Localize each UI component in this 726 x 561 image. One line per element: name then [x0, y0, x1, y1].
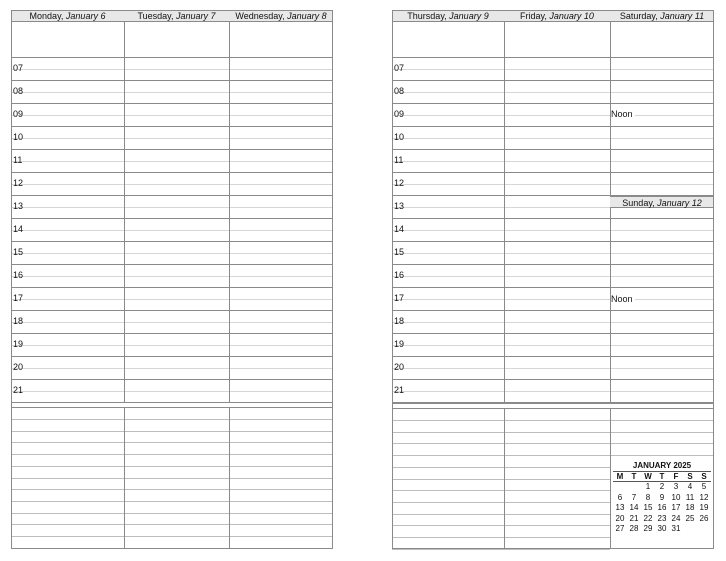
sunday-noon-label: Noon [611, 294, 633, 304]
hour-label: 14 [13, 224, 24, 234]
hour-label: 09 [13, 109, 24, 119]
mini-calendar-day: 15 [643, 503, 653, 512]
hour-label: 08 [394, 86, 405, 96]
mini-calendar-day: 23 [657, 513, 667, 523]
mini-calendar-day: 29 [643, 524, 653, 533]
mini-calendar-day: 12 [699, 492, 709, 502]
hour-label: 16 [13, 270, 24, 280]
mini-calendar-day: 24 [671, 513, 681, 523]
mini-calendar-weekday: F [673, 472, 679, 481]
mini-calendar-day: 11 [685, 492, 695, 502]
hour-label: 15 [13, 247, 24, 257]
hour-label: 16 [394, 270, 405, 280]
mini-calendar-day: 31 [671, 524, 681, 533]
mini-calendar-title: JANUARY 2025 [632, 461, 692, 470]
hour-label: 15 [394, 247, 405, 257]
day-header-sunday: Sunday, January 12 [610, 196, 714, 208]
mini-calendar-day: 7 [631, 492, 637, 502]
mini-calendar-day: 25 [685, 513, 695, 523]
mini-calendar-day: 8 [645, 492, 651, 502]
day-header-tuesday: Tuesday, January 7 [124, 10, 229, 22]
mini-calendar-day: 21 [629, 513, 639, 523]
hour-label: 10 [394, 132, 405, 142]
mini-calendar-week [613, 524, 711, 535]
mini-calendar-day: 1 [645, 482, 651, 491]
hour-label: 11 [13, 155, 23, 165]
day-header-friday: Friday, January 10 [504, 10, 610, 22]
day-header-thursday: Thursday, January 9 [392, 10, 504, 22]
mini-calendar-week [613, 514, 711, 525]
mini-calendar-day: 19 [699, 503, 709, 512]
hour-label: 20 [13, 362, 24, 372]
mini-calendar-weeks [613, 482, 711, 535]
day-header-monday: Monday, January 6 [11, 10, 124, 22]
mini-calendar-day: 30 [657, 524, 667, 533]
mini-calendar-day: 13 [615, 503, 625, 512]
mini-calendar-day [627, 482, 641, 493]
hour-label: 07 [13, 63, 24, 73]
hour-label: 20 [394, 362, 405, 372]
hour-label: 19 [394, 339, 405, 349]
mini-calendar-day: 22 [643, 513, 653, 523]
mini-calendar-weekday: T [631, 472, 637, 481]
hour-label: 21 [13, 385, 24, 395]
mini-calendar-day: 5 [701, 482, 707, 491]
saturday-noon-label: Noon [611, 109, 633, 119]
mini-calendar [613, 461, 711, 535]
hour-label: 09 [394, 109, 405, 119]
mini-calendar-week [613, 503, 711, 514]
day-header-saturday: Saturday, January 11 [610, 10, 714, 22]
mini-calendar-day: 16 [657, 503, 667, 512]
mini-calendar-week [613, 482, 711, 493]
left-hour-labels [11, 10, 333, 549]
hour-label: 14 [394, 224, 405, 234]
mini-calendar-weekday: W [644, 472, 652, 481]
mini-calendar-weekday: S [701, 472, 707, 481]
hour-label: 08 [13, 86, 24, 96]
hour-label: 10 [13, 132, 24, 142]
mini-calendar-day: 10 [671, 492, 681, 502]
left-page [11, 10, 333, 549]
mini-calendar-day: 3 [673, 482, 679, 491]
hour-label: 12 [394, 178, 405, 188]
mini-calendar-day [613, 482, 627, 493]
hour-label: 21 [394, 385, 405, 395]
hour-label: 11 [394, 155, 404, 165]
mini-calendar-week [613, 493, 711, 504]
mini-calendar-weekday: T [659, 472, 665, 481]
mini-calendar-day: 27 [615, 524, 625, 533]
hour-label: 07 [394, 63, 405, 73]
hour-label: 18 [394, 316, 405, 326]
hour-label: 17 [394, 293, 405, 303]
hour-label: 17 [13, 293, 24, 303]
right-page [392, 10, 714, 549]
hour-label: 13 [394, 201, 405, 211]
mini-calendar-day: 26 [699, 513, 709, 523]
mini-calendar-day [683, 524, 697, 535]
mini-calendar-day: 20 [615, 513, 625, 523]
mini-calendar-day: 17 [671, 503, 681, 512]
mini-calendar-day: 4 [687, 482, 693, 491]
mini-calendar-weekday: S [687, 472, 693, 481]
mini-calendar-day: 18 [685, 503, 695, 512]
mini-calendar-day: 9 [659, 492, 665, 502]
hour-label: 18 [13, 316, 24, 326]
mini-calendar-day: 6 [617, 492, 623, 502]
hour-label: 12 [13, 178, 24, 188]
mini-calendar-weekday-row [613, 471, 711, 482]
mini-calendar-day: 2 [659, 482, 665, 491]
day-header-wednesday: Wednesday, January 8 [229, 10, 333, 22]
mini-calendar-day: 14 [629, 503, 639, 512]
mini-calendar-weekday: M [616, 472, 624, 481]
mini-calendar-day [697, 524, 711, 535]
hour-label: 19 [13, 339, 24, 349]
mini-calendar-day: 28 [629, 524, 639, 533]
hour-label: 13 [13, 201, 24, 211]
